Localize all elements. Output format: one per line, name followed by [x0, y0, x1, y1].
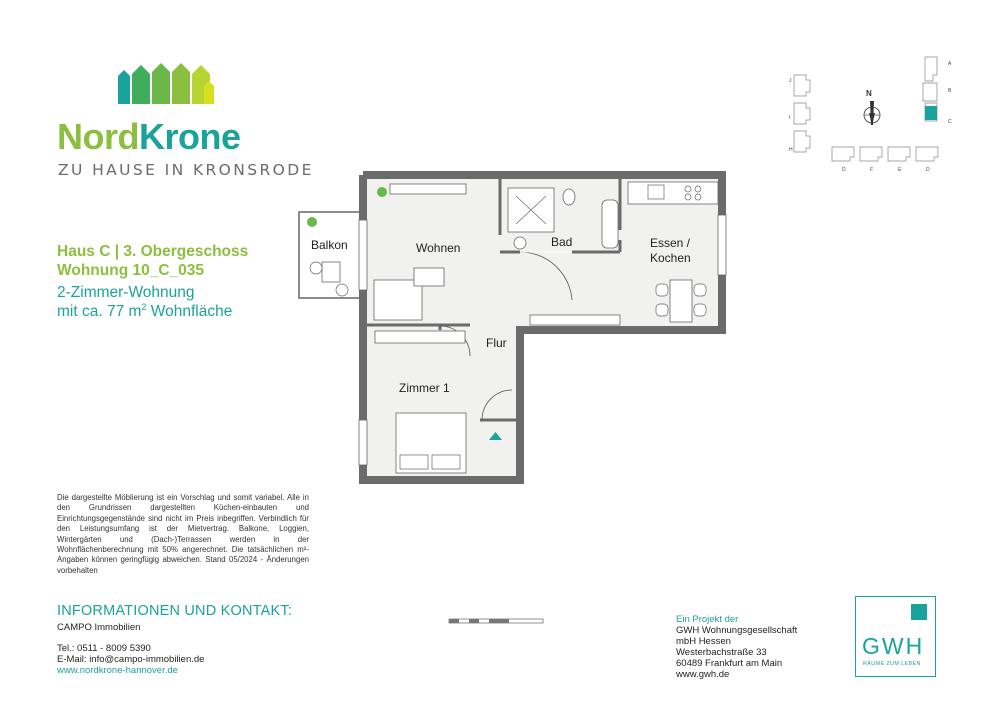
- contact-phone: Tel.: 0511 - 8009 5390: [57, 643, 151, 654]
- project-city: 60489 Frankfurt am Main: [676, 658, 783, 669]
- room-label-flur: Flur: [486, 336, 507, 350]
- unit-area-post: Wohnfläche: [146, 303, 233, 321]
- project-intro: Ein Projekt der: [676, 614, 739, 625]
- gwh-logo: [855, 596, 936, 677]
- floor-plan: [290, 170, 735, 488]
- unit-type: 2-Zimmer-Wohnung: [57, 284, 195, 301]
- disclaimer-text: Die dargestellte Möblierung ist ein Vorschlag und somit variabel. Alle in den Grundrissen dargestellten Küchen-einbauten und Einrichtungsgegenstände sind nicht im Preis inbegriffen. Verbindlich für den Leistungsumfang ist der Mietvertrag. Balkone, Loggien, Wintergärten und (Dach-)Terrassen werden in der Wohnflächenberechnung mit 50% angerechnet. Die tatsächlichen m²-Angaben können geringfügig abweichen. Stand 05/2024 - Änderungen vorbehalten: [57, 493, 309, 575]
- room-label-essen: Essen /: [650, 236, 691, 250]
- project-company: GWH Wohnungsgesellschaft: [676, 625, 798, 636]
- dining-table: [670, 280, 692, 322]
- site-plan-highlight: [925, 106, 937, 120]
- project-website[interactable]: www.gwh.de: [676, 669, 730, 680]
- unit-area: [57, 302, 232, 321]
- contact-heading: INFORMATIONEN UND KONTAKT:: [57, 603, 293, 619]
- sink: [514, 237, 526, 249]
- balcony-table: [322, 262, 340, 282]
- unit-number: Wohnung 10_C_035: [57, 262, 205, 279]
- contact-company: CAMPO Immobilien: [57, 622, 141, 633]
- gwh-slogan: RÄUME ZUM LEBEN: [863, 661, 921, 667]
- contact-website[interactable]: www.nordkrone-hannover.de: [57, 665, 178, 676]
- unit-area-pre: mit ca. 77 m: [57, 303, 142, 321]
- site-label-j: J: [789, 78, 792, 84]
- brand-name-part1: Nord: [57, 116, 139, 157]
- room-label-kochen: Kochen: [650, 251, 691, 265]
- toilet: [563, 189, 575, 205]
- site-label-i: I: [789, 115, 791, 121]
- unit-house-floor: Haus C | 3. Obergeschoss: [57, 243, 249, 260]
- project-street: Westerbachstraße 33: [676, 647, 767, 658]
- kitchen-counter: [628, 182, 718, 204]
- compass-icon: [864, 101, 880, 125]
- site-label-d2: D: [926, 167, 930, 173]
- site-label-b: B: [948, 88, 952, 94]
- site-plan: [780, 55, 955, 180]
- gwh-square: [911, 604, 927, 620]
- room-label-wohnen: Wohnen: [416, 241, 461, 255]
- compass-n-label: N: [866, 89, 872, 98]
- wardrobe: [375, 331, 465, 343]
- brand-tagline: ZU HAUSE IN KRONSRODE: [58, 161, 314, 179]
- brand-name-part2: Krone: [139, 116, 241, 157]
- project-company-2: mbH Hessen: [676, 636, 731, 647]
- scale-bar: [448, 616, 544, 626]
- contact-email[interactable]: E-Mail: info@campo-immobilien.de: [57, 654, 205, 665]
- brand-wordmark: [57, 116, 241, 158]
- nordkrone-roofs-logo: [110, 62, 220, 106]
- site-label-h: H: [789, 147, 793, 153]
- site-label-f: F: [870, 167, 874, 173]
- sideboard: [390, 184, 466, 194]
- site-label-e: E: [898, 167, 902, 173]
- site-label-d1: D: [842, 167, 846, 173]
- site-label-c: C: [948, 119, 952, 125]
- room-label-balkon: Balkon: [311, 238, 348, 252]
- bathtub: [602, 200, 618, 248]
- coffee-table: [414, 268, 444, 286]
- room-label-bad: Bad: [551, 235, 573, 249]
- room-label-zimmer1: Zimmer 1: [399, 381, 450, 395]
- unit-area-sup: 2: [141, 302, 147, 312]
- gwh-letters: GWH: [862, 633, 925, 659]
- site-label-a: A: [948, 61, 952, 67]
